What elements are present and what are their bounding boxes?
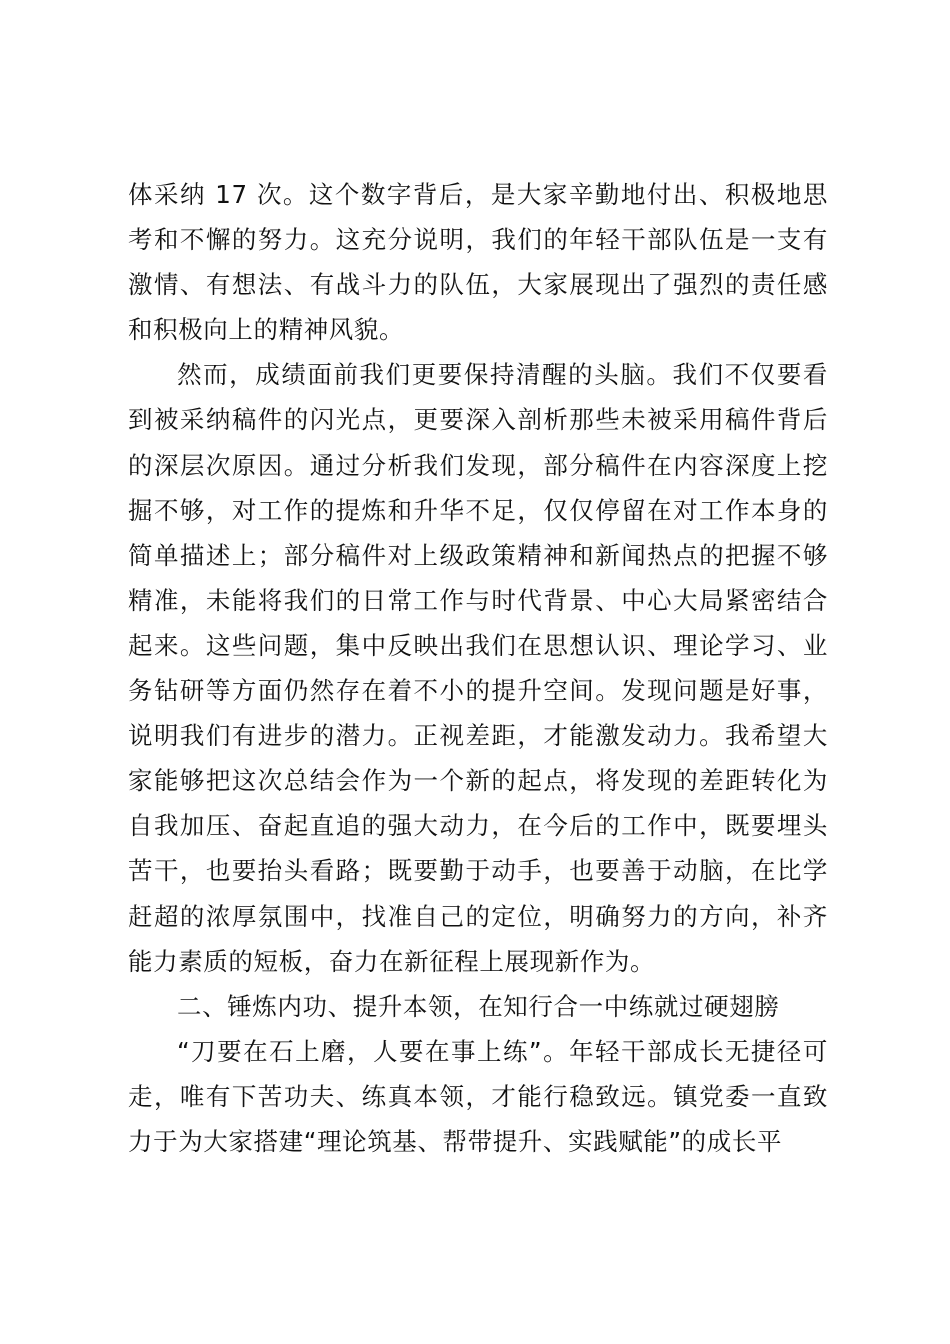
paragraph-section-two-intro: “刀要在石上磨，人要在事上练”。年轻干部成长无捷径可走，唯有下苦功夫、练真本领，才能行稳致远。镇党委一直致力于为大家搭建“理论筑基、帮带提升、实践赋能”的成长平 [128, 1036, 828, 1156]
paragraph-reflection: 然而，成绩面前我们更要保持清醒的头脑。我们不仅要看到被采纳稿件的闪光点，更要深入剖析那些未被采用稿件背后的深层次原因。通过分析我们发现，部分稿件在内容深度上挖掘不够，对工作的提炼和升华不足，仅仅停留在对工作本身的简单描述上；部分稿件对上级政策精神和新闻热点的把握不够精准，未能将我们的日常工作与时代背景、中心大局紧密结合起来。这些问题，集中反映出我们在思想认识、理论学习、业务钻研等方面仍然存在着不小的提升空间。发现问题是好事，说明我们有进步的潜力。正视差距，才能激发动力。我希望大家能够把这次总结会作为一个新的起点，将发现的差距转化为自我加压、奋起直追的强大动力，在今后的工作中，既要埋头苦干，也要抬头看路；既要勤于动手，也要善于动脑，在比学赶超的浓厚氛围中，找准自己的定位，明确努力的方向，补齐能力素质的短板，奋力在新征程上展现新作为。 [128, 360, 828, 976]
paragraph-continuation: 体采纳 17 次。这个数字背后，是大家辛勤地付出、积极地思考和不懈的努力。这充分说明，我们的年轻干部队伍是一支有激情、有想法、有战斗力的队伍，大家展现出了强烈的责任感和积极向上的精神风貌。 [128, 180, 828, 345]
section-heading-two: 二、锤炼内功、提升本领，在知行合一中练就过硬翅膀 [177, 991, 780, 1021]
document-body [128, 172, 828, 1164]
